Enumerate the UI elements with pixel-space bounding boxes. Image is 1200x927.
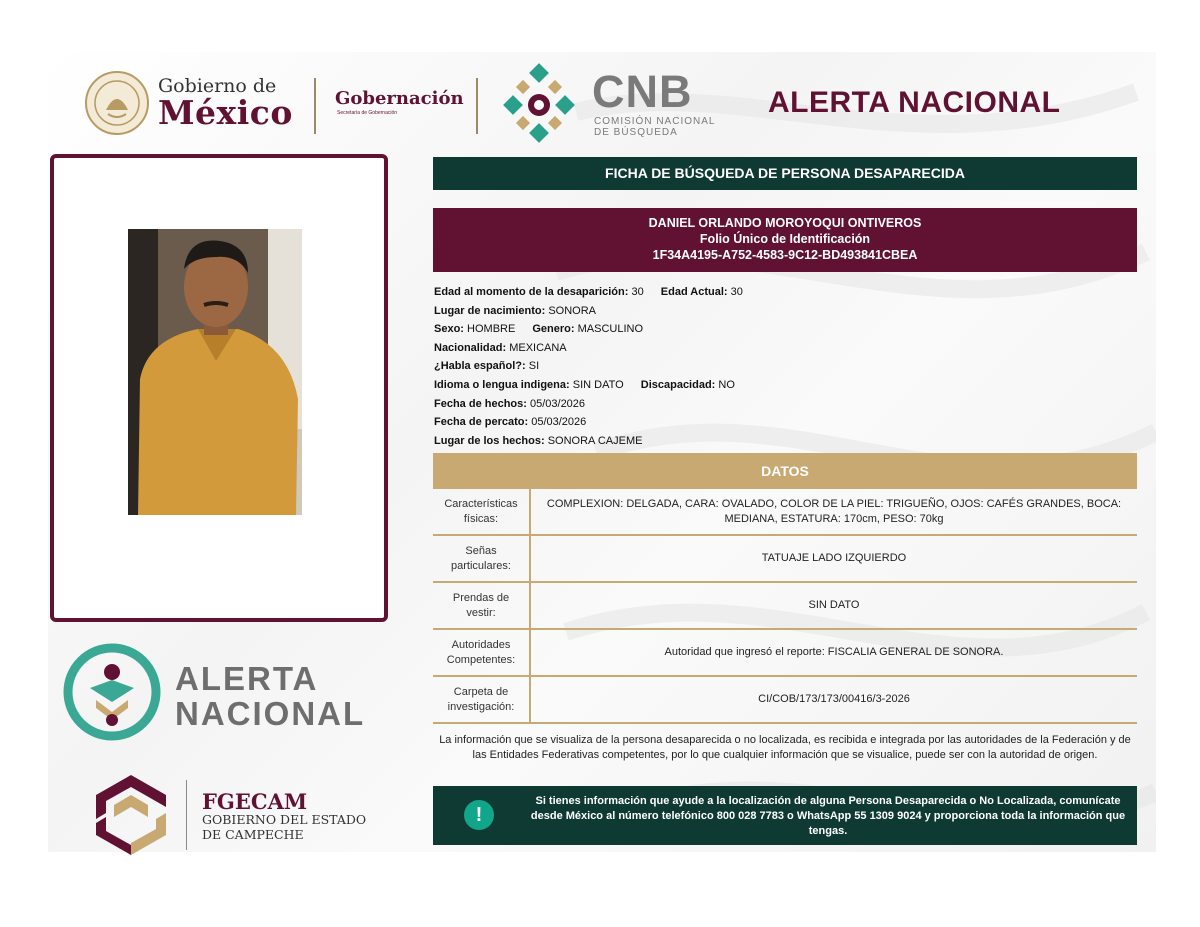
table-row bbox=[433, 535, 1137, 582]
row-value: COMPLEXION: DELGADA, CARA: OVALADO, COLOR DE LA PIEL: TRIGUEÑO, OJOS: CAFÉS GRANDES, BOCA: MEDIANA, ESTATURA: 170cm, PESO: 70kg bbox=[530, 489, 1137, 535]
info-label: Discapacidad: bbox=[640, 378, 716, 391]
person-name: DANIEL ORLANDO MOROYOQUI ONTIVEROS bbox=[648, 216, 922, 230]
gobernacion-subtext: Secretaría de Gobernación bbox=[337, 110, 398, 116]
mexico-text: México bbox=[158, 93, 293, 132]
info-label: Idioma o lengua indigena: bbox=[434, 378, 570, 391]
ficha-title-bar: FICHA DE BÚSQUEDA DE PERSONA DESAPARECIDA bbox=[433, 157, 1137, 190]
fgecam-subtitle bbox=[202, 812, 366, 842]
cnb-logo-icon bbox=[496, 62, 582, 148]
alerta-wordmark-line: ALERTA bbox=[175, 660, 319, 697]
info-row bbox=[434, 357, 743, 376]
info-row bbox=[434, 432, 743, 451]
cnb-subtitle-line: COMISIÓN NACIONAL bbox=[594, 116, 716, 127]
datos-header-bar: DATOS bbox=[433, 453, 1137, 489]
info-value: SI bbox=[528, 360, 540, 373]
info-row bbox=[434, 413, 743, 432]
info-label: ¿Habla español?: bbox=[434, 360, 526, 373]
info-value: HOMBRE bbox=[467, 323, 516, 336]
info-value: SIN DATO bbox=[572, 378, 624, 391]
info-row bbox=[434, 283, 743, 302]
gobierno-de-text: Gobierno de bbox=[158, 75, 277, 97]
table-row bbox=[433, 582, 1137, 629]
table-row bbox=[433, 489, 1137, 535]
row-label: Características físicas: bbox=[433, 489, 530, 535]
info-value: NO bbox=[718, 378, 735, 391]
info-label: Fecha de hechos: bbox=[434, 397, 527, 410]
row-label: Señas particulares: bbox=[433, 535, 530, 582]
info-label: Lugar de los hechos: bbox=[434, 434, 545, 447]
folio-number: 1F34A4195-A752-4583-9C12-BD493841CBEA bbox=[652, 248, 918, 262]
gobierno-mexico-logo bbox=[84, 70, 293, 136]
row-value: CI/COB/173/173/00416/3-2026 bbox=[530, 676, 1137, 723]
fgecam-subtitle-line: DE CAMPECHE bbox=[202, 827, 304, 842]
info-row bbox=[434, 395, 743, 414]
cnb-subtitle bbox=[594, 116, 734, 138]
contact-info-bar bbox=[433, 786, 1137, 845]
info-row bbox=[434, 320, 743, 339]
row-value: Autoridad que ingresó el reporte: FISCALIA GENERAL DE SONORA. bbox=[530, 629, 1137, 676]
alerta-nacional-logo-icon bbox=[62, 642, 162, 742]
row-value: TATUAJE LADO IZQUIERDO bbox=[530, 535, 1137, 582]
disclaimer-text: La información que se visualiza de la persona desaparecida o no localizada, es recibida e integrada por las autoridades de la Federación y de las Entidades Federativas competentes, por lo que cualquier información que se visualice, puede ser con la autoridad de origen. bbox=[439, 734, 1131, 761]
cnb-title: CNB bbox=[592, 66, 693, 117]
row-label: Autoridades Competentes: bbox=[433, 629, 530, 676]
row-value: SIN DATO bbox=[530, 582, 1137, 629]
person-info-list bbox=[434, 283, 743, 450]
info-label: Fecha de percato: bbox=[434, 416, 529, 429]
exclamation-icon: ! bbox=[464, 800, 494, 830]
datos-table bbox=[433, 489, 1137, 724]
fgecam-divider bbox=[186, 780, 187, 850]
table-row bbox=[433, 629, 1137, 676]
info-label: Edad Actual: bbox=[660, 286, 728, 298]
cnb-subtitle-line: DE BÚSQUEDA bbox=[594, 127, 678, 138]
table-row bbox=[433, 676, 1137, 723]
info-label: Genero: bbox=[532, 323, 575, 336]
person-name-box bbox=[433, 208, 1137, 272]
gobernacion-text: Gobernación bbox=[335, 88, 464, 109]
row-label: Prendas de vestir: bbox=[433, 582, 530, 629]
header-divider bbox=[476, 78, 478, 134]
row-label: Carpeta de investigación: bbox=[433, 676, 530, 723]
mexico-seal-icon bbox=[84, 70, 150, 136]
alerta-nacional-header: ALERTA NACIONAL bbox=[768, 86, 1061, 119]
info-value: 05/03/2026 bbox=[529, 397, 586, 410]
info-label: Nacionalidad: bbox=[434, 341, 507, 354]
missing-person-photo bbox=[128, 229, 302, 515]
folio-label: Folio Único de Identificación bbox=[699, 232, 871, 246]
contact-info-text: Si tienes información que ayude a la localización de alguna Persona Desaparecida o No Localizada, comunícate desde México al número telefónico 800 028 7783 o WhatsApp 55 1309 9024 y proporciona toda la información que tengas. bbox=[530, 795, 1126, 837]
info-label: Sexo: bbox=[434, 323, 464, 336]
fgecam-logo-icon bbox=[92, 773, 170, 857]
info-value: 30 bbox=[631, 286, 644, 298]
info-row bbox=[434, 339, 743, 358]
alerta-nacional-wordmark bbox=[175, 662, 365, 731]
alerta-wordmark-line: NACIONAL bbox=[175, 694, 366, 732]
info-value: MASCULINO bbox=[577, 323, 644, 336]
info-value: SONORA CAJEME bbox=[547, 434, 643, 447]
fgecam-title: FGECAM bbox=[202, 789, 308, 814]
info-value: MEXICANA bbox=[509, 341, 567, 354]
info-value: SONORA bbox=[548, 304, 596, 317]
info-row bbox=[434, 376, 743, 395]
info-row bbox=[434, 302, 743, 321]
fgecam-subtitle-line: GOBIERNO DEL ESTADO bbox=[202, 812, 367, 827]
info-value: 05/03/2026 bbox=[531, 416, 587, 429]
info-label: Lugar de nacimiento: bbox=[434, 304, 546, 317]
info-label: Edad al momento de la desaparición: bbox=[434, 286, 629, 298]
header-divider bbox=[314, 78, 316, 134]
info-value: 30 bbox=[730, 286, 743, 298]
